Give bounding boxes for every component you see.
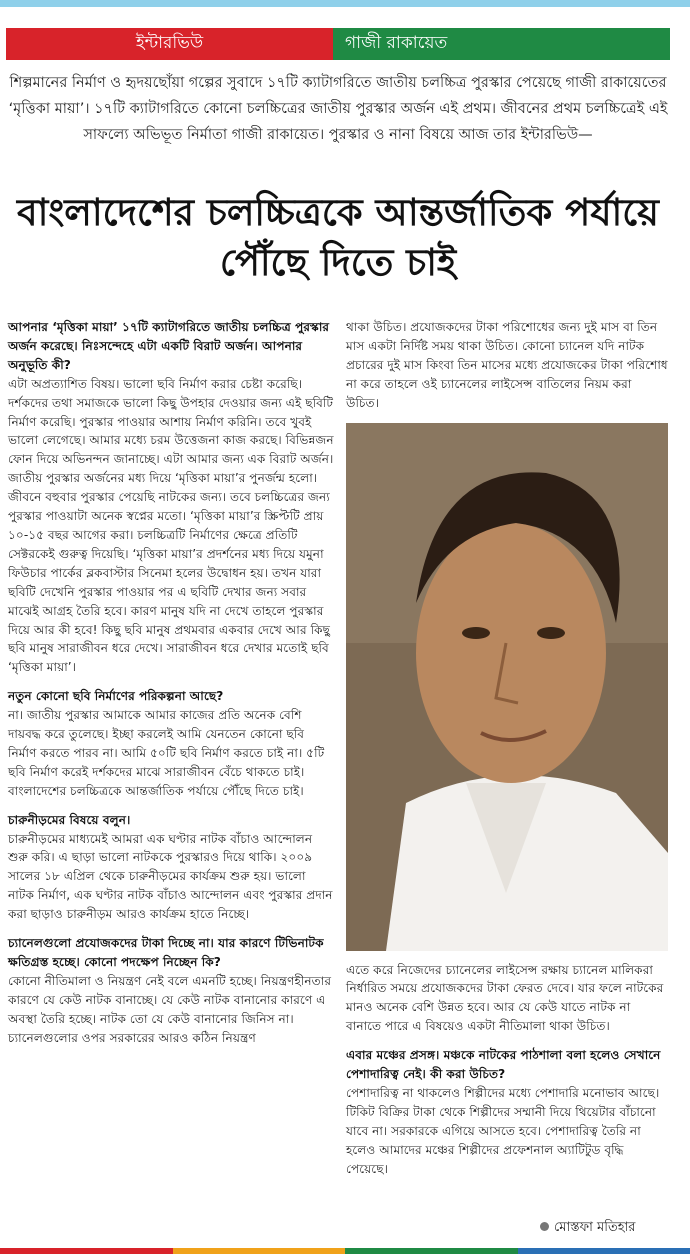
qa-block (8, 318, 334, 677)
article-headline: বাংলাদেশের চলচ্চিত্রকে আন্তর্জাতিক পর্যায়ে পৌঁছে দিতে চাই (17, 191, 659, 284)
bullet-dot-icon (540, 1222, 549, 1231)
answer-text: এটা অপ্রত্যাশিত বিষয়। ভালো ছবি নির্মাণ করার চেষ্টা করেছি। দর্শকদের তথা সমাজকে ভালো কিছু উপহার দেওয়ার জন্য এই ছবিটি নির্মাণ করেছি। পুরস্কার পাওয়ার আশায় নির্মাণ করিনি। তবে খুবই ভালো লেগেছে। আমার মধ্যে চরম উত্তেজনা কাজ করছে। বিভিন্নজন ফোন দিয়ে অভিনন্দন জানাচ্ছে। এটা আমার জন্য এক বিরাট অর্জন। জাতীয় পুরস্কার অর্জনের মধ্য দিয়ে ‘মৃত্তিকা মায়া’র পুনর্জন্ম হলো। জীবনে বহুবার পুরস্কার পেয়েছি নাটকের জন্য। তবে চলচ্চিত্রের জন্য পুরস্কার পাওয়াটা অনেক স্বপ্নের মতো। ‘মৃত্তিকা মায়া’র স্ক্রিপ্টটি প্রায় ১০-১৫ বছর আগের করা। চলচ্চিত্রটি নির্মাণের ক্ষেত্রে প্রতিটি সেক্টরকেই গুরুত্ব দিয়েছি। ‘মৃত্তিকা মায়া’র প্রদর্শনের মধ্য দিয়ে যমুনা ফিউচার পার্কের ব্লকবাস্টার সিনেমা হলের উদ্বোধন হয়। তখন যারা ছবিটি দেখেনি পুরস্কার পাওয়ার পর এ ছবিটি দেখার জন্য সবার মাঝেই আগ্রহ তৈরি হবে। কারণ মানুষ যদি না দেখে তাহলে পুরস্কার দিয়ে আর কী হবে! কিছু ছবি মানুষ প্রথমবার একবার দেখে আর কিছু ছবি মানুষ সারাজীবন ধরে দেখে। সারাজীবন ধরে দেখার মতোই ছবি ‘মৃত্তিকা মায়া’। (8, 376, 334, 675)
bottom-decorative-stripe (0, 1248, 690, 1254)
top-decorative-stripe (0, 0, 690, 7)
answer-text: চারুনীড়মের মাধ্যমেই আমরা এক ঘণ্টার নাটক বাঁচাও আন্দোলন শুরু করি। এ ছাড়া ভালো নাটককে পুরস্কারও দিয়ে থাকি। ২০০৯ সালের ১৮ এপ্রিল থেকে চারুনীড়মের কার্যক্রম শুরু হয়। ভালো নাটক নির্মাণ, এক ঘণ্টার নাটক বাঁচাও আন্দোলন এবং পুরস্কার প্রদান করা ছাড়াও চারুনীড়ম আরও কার্যক্রম হাতে নিচ্ছে। (8, 831, 333, 922)
qa-block (8, 811, 334, 924)
author-credit (540, 1218, 635, 1239)
qa-block (8, 687, 334, 800)
right-column (346, 318, 668, 1189)
question-text: নতুন কোনো ছবি নির্মাণের পরিকল্পনা আছে? (8, 689, 224, 704)
stripe-segment (345, 1248, 518, 1254)
stripe-segment (518, 1248, 690, 1254)
left-column (8, 318, 334, 1058)
intro-paragraph: শিল্পমানের নির্মাণ ও হৃদয়ছোঁয়া গল্পের সুবাদে ১৭টি ক্যাটাগরিতে জাতীয় চলচ্চিত্র পুরস্কার পেয়েছে গাজী রাকায়েতের ‘মৃত্তিকা মায়া’। ১৭টি ক্যাটাগরিতে কোনো চলচ্চিত্রের জাতীয় পুরস্কার অর্জন এই প্রথম। জীবনের প্রথম চলচ্চিত্রেই এই সাফল্যে অভিভূত নির্মাতা গাজী রাকায়েত। পুরস্কার ও নানা বিষয়ে আজ তার ইন্টারভিউ— (8, 75, 668, 143)
question-text: আপনার ‘মৃত্তিকা মায়া’ ১৭টি ক্যাটাগরিতে জাতীয় চলচ্চিত্র পুরস্কার অর্জন করেছে। নিঃসন্দেহে এটা একটি বিরাট অর্জন। আপনার অনুভূতি কী? (8, 320, 330, 372)
qa-block (8, 934, 334, 1047)
qa-block (346, 1046, 668, 1178)
question-text: চ্যানেলগুলো প্রযোজকদের টাকা দিচ্ছে না। যার কারণে টিভিনাটক ক্ষতিগ্রস্ত হচ্ছে। কোনো পদক্ষেপ নিচ্ছেন কি? (8, 936, 324, 969)
continued-answer-text: এতে করে নিজেদের চ্যানেলের লাইসেন্স রক্ষায় চ্যানেল মালিকরা নির্ধারিত সময়ে প্রযোজকদের টাকা ফেরত দেবে। যার ফলে নাটকের মানও অনেক বেশি উন্নত হবে। আর যে কেউ যাতে নাটক না বানাতে পারে এ বিষয়েও একটা নীতিমালা থাকা উচিত। (346, 962, 664, 1034)
portrait-illustration (346, 423, 668, 951)
author-name: মোস্তফা মতিহার (554, 1220, 636, 1235)
answer-text: পেশাদারিত্ব না থাকলেও শিল্পীদের মধ্যে পেশাদারি মনোভাব আছে। টিকিট বিক্রির টাকা থেকে শিল্পীদের সম্মানী দিয়ে থিয়েটার বাঁচানো যাবে না। সরকারকে এগিয়ে আসতে হবে। পেশাদারিত্ব তৈরি না হলেও আমাদের মঞ্চের শিল্পীদের প্রফেশনাল অ্যাটিটুড বৃদ্ধি পেয়েছে। (346, 1085, 660, 1176)
portrait-photo (346, 423, 668, 951)
answer-text: না। জাতীয় পুরস্কার আমাকে আমার কাজের প্রতি অনেক বেশি দায়বদ্ধ করে তুলেছে। ইচ্ছা করলেই আমি যেনতেন কোনো ছবি নির্মাণ করতে পারব না। আমি ৫০টি ছবি নির্মাণ করতে চাই না। ৫টি ছবি নির্মাণ করেই দর্শকদের মাঝে সারাজীবন বেঁচে থাকতে চাই। বাংলাদেশের চলচ্চিত্রকে আন্তর্জাতিক পর্যায়ে পৌঁছে দিতে চাই। (8, 708, 325, 798)
stripe-segment (0, 1248, 173, 1254)
section-header (6, 28, 670, 60)
interviewee-name: গাজী রাকায়েত (333, 28, 670, 60)
question-text: চারুনীড়মের বিষয়ে বলুন। (8, 812, 131, 827)
continued-answer-text: থাকা উচিত। প্রযোজকদের টাকা পরিশোধের জন্য দুই মাস বা তিন মাস একটা নির্দিষ্ট সময় থাকা উচিত। কোনো চ্যানেল যদি নাটক প্রচারের দুই মাস কিংবা তিন মাসের মধ্যে প্রযোজকের টাকা পরিশোধ না করে তাহলে ওই চ্যানেলের লাইসেন্স বাতিলের নিয়ম করা উচিত। (346, 320, 668, 410)
answer-text: কোনো নীতিমালা ও নিয়ন্ত্রণ নেই বলে এমনটি হচ্ছে। নিয়ন্ত্রণহীনতার কারণে যে কেউ নাটক বানাচ্ছে। যে কেউ নাটক বানানোর কারণে এ অবস্থা তৈরি হচ্ছে। নাটক তো যে কেউ বানানোর জিনিস না। চ্যানেলগুলোর ওপর সরকারের আরও কঠিন নিয়ন্ত্রণ (8, 973, 332, 1045)
section-label: ইন্টারভিউ (6, 28, 333, 60)
question-text: এবার মঞ্চের প্রসঙ্গ। মঞ্চকে নাটকের পাঠশালা বলা হলেও সেখানে পেশাদারিত্ব নেই। কী করা উচিত? (346, 1048, 661, 1082)
stripe-segment (173, 1248, 346, 1254)
